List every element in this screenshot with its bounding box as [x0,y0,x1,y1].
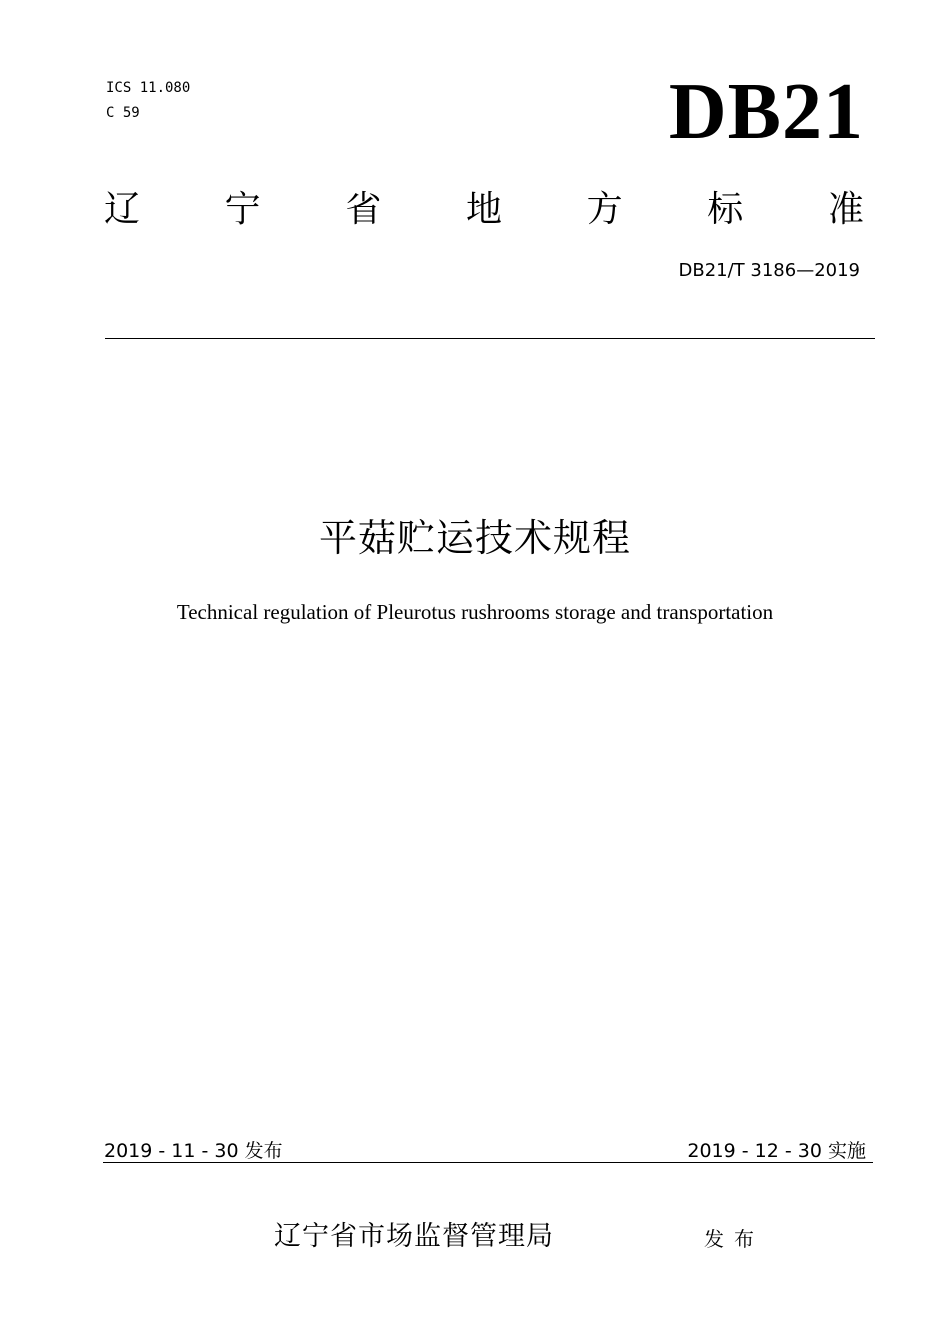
standard-number: DB21/T 3186—2019 [678,260,860,281]
standard-type-char: 地 [465,189,502,230]
standard-type-char: 省 [345,189,382,230]
standard-mark: DB21 [668,68,864,156]
issuing-authority: 辽宁省市场监督管理局 [274,1221,554,1252]
standard-type-char: 辽 [104,189,141,230]
issue-date: 2019 - 11 - 30 发布 [104,1140,283,1162]
ics-code: ICS 11.080 [106,80,191,96]
standard-type-char: 标 [707,189,744,230]
title-english: Technical regulation of Pleurotus rushrooms storage and transportation [176,600,774,624]
title-chinese: 平菇贮运技术规程 [318,516,631,560]
standard-type-char: 准 [827,189,864,230]
ccs-code: C 59 [106,105,140,121]
standard-type [104,188,864,232]
standard-type-char: 宁 [224,189,261,230]
issue-label: 发布 [704,1227,764,1251]
top-divider [105,338,875,339]
standard-type-char: 方 [586,189,623,230]
bottom-divider [103,1162,873,1163]
implementation-date: 2019 - 12 - 30 实施 [687,1140,866,1162]
